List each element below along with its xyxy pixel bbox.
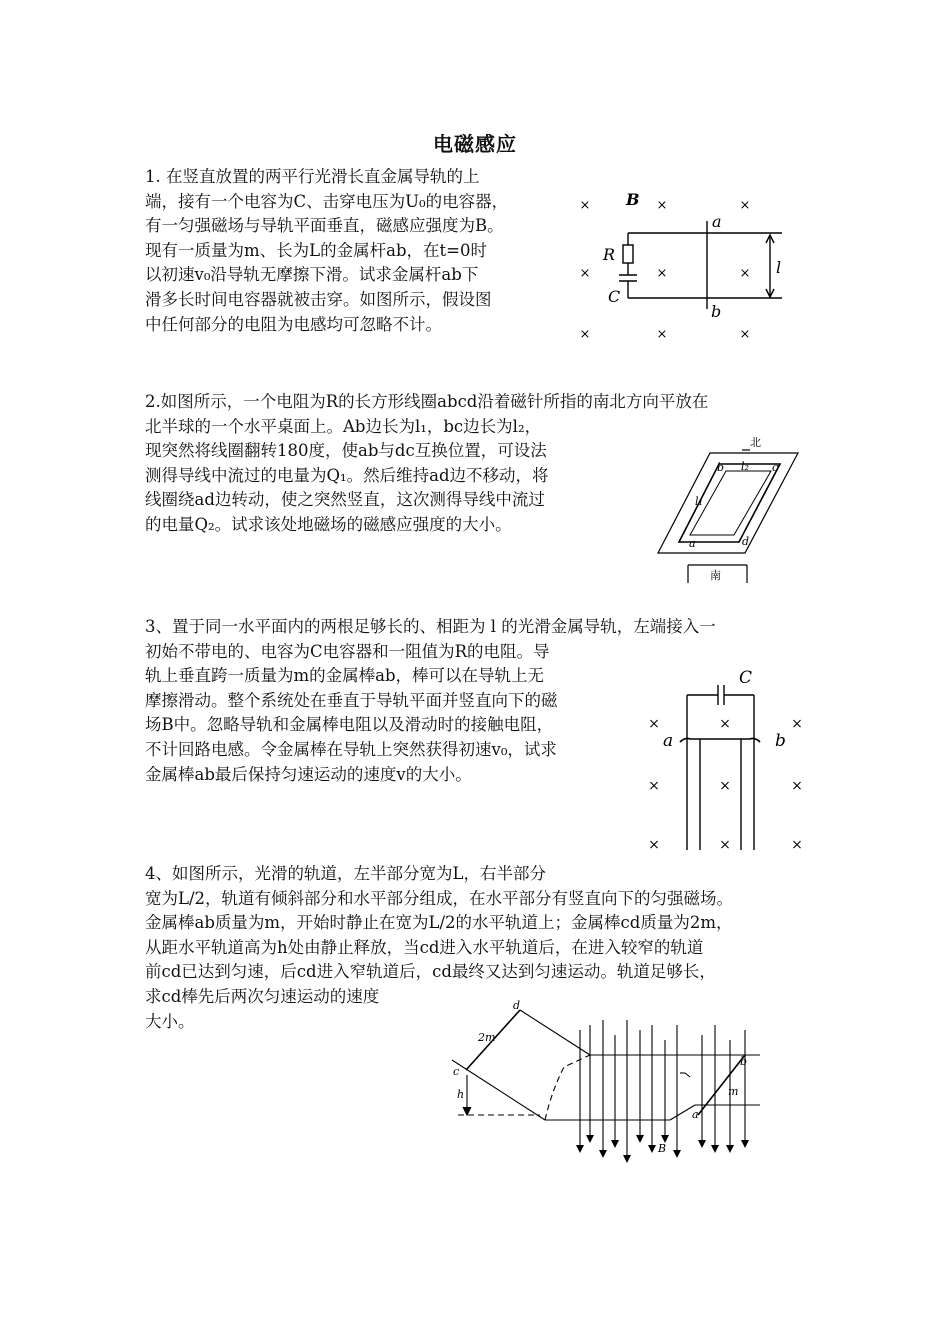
problem-3-line: 场B中。忽略导轨和金属棒电阻以及滑动时的接触电阻，: [145, 715, 554, 735]
field-cross: ×: [739, 327, 751, 342]
field-cross: ×: [739, 198, 751, 213]
field-cross: ×: [579, 266, 591, 281]
problem-4-line: 4、如图所示，光滑的轨道，左半部分宽为L，右半部分: [145, 864, 546, 883]
label-d: d: [742, 535, 750, 548]
label-R: R: [603, 245, 616, 264]
problem-3-line: 轨上垂直跨一质量为m的金属棒ab，棒可以在导轨上无: [145, 666, 545, 686]
field-cross: ×: [739, 266, 751, 281]
label-c: c: [772, 461, 779, 474]
field-cross: ×: [579, 198, 591, 213]
page-title: 电磁感应: [433, 132, 517, 156]
problem-4-line: 求cd棒先后两次匀速运动的速度: [145, 986, 380, 1006]
problem-2-line: 现突然将线圈翻转180度，使ab与dc互换位置，可设法: [145, 441, 547, 461]
figure-1-circuit: [570, 185, 795, 345]
label-a: a: [692, 1108, 699, 1121]
problem-2-line: 线圈绕ad边转动，使之突然竖直，这次测得导线中流过: [145, 490, 545, 510]
problem-2-text: [145, 390, 708, 538]
label-C: C: [739, 668, 753, 688]
problem-4-line: 大小。: [145, 1011, 195, 1031]
field-cross: ×: [791, 716, 803, 732]
problem-1-line: 滑多长时间电容器就被击穿。如图所示，假设图: [145, 289, 492, 309]
field-cross: ×: [656, 266, 668, 281]
problem-3-line: 初始不带电的、电容为C电容器和一阻值为R的电阻。导: [145, 641, 550, 661]
label-d: d: [513, 999, 521, 1012]
label-south: 南: [710, 569, 721, 582]
field-cross: ×: [791, 837, 803, 853]
label-l1: l₁: [695, 495, 703, 508]
problem-4-line: 宽为L/2，轨道有倾斜部分和水平部分组成，在水平部分有竖直向下的匀强磁场。: [145, 888, 734, 908]
label-north: 北: [750, 436, 761, 449]
field-cross: ×: [656, 198, 668, 213]
label-b: b: [717, 461, 725, 474]
field-cross: ×: [648, 716, 660, 732]
problem-1-line: 以初速v₀沿导轨无摩擦下滑。试求金属杆ab下: [145, 265, 479, 285]
problem-1-line: 中任何部分的电阻为电感均可忽略不计。: [145, 314, 442, 334]
field-cross: ×: [648, 778, 660, 794]
problem-4-line: 前cd已达到匀速，后cd进入窄轨道后，cd最终又达到匀速运动。轨道足够长，: [145, 962, 716, 982]
label-a: a: [663, 731, 674, 751]
field-cross: ×: [719, 778, 731, 794]
problem-1-text: [145, 165, 508, 337]
problem-2-line: 测得导线中流过的电量为Q₁。然后维持ad边不移动，将: [145, 465, 549, 485]
problem-2-line: 2.如图所示，一个电阻为R的长方形线圈abcd沿着磁针所指的南北方向平放在: [145, 392, 709, 411]
problem-4-line: 从距水平轨道高为h处由静止释放，当cd进入水平轨道后，在进入较窄的轨道: [145, 937, 704, 957]
label-b: b: [711, 302, 722, 321]
problem-2-line: 北半球的一个水平桌面上。Ab边长为l₁，bc边长为l₂，: [145, 416, 542, 436]
problem-3-line: 摩擦滑动。整个系统处在垂直于导轨平面并竖直向下的磁: [145, 690, 558, 710]
label-m: m: [728, 1085, 739, 1098]
label-a: a: [712, 212, 722, 231]
field-cross: ×: [719, 837, 731, 853]
field-cross: ×: [656, 327, 668, 342]
label-2m: 2m: [478, 1031, 496, 1044]
label-C: C: [608, 287, 621, 306]
field-cross: ×: [791, 778, 803, 794]
problem-3-line: 不计回路电感。令金属棒在导轨上突然获得初速v₀，试求: [145, 739, 557, 759]
label-b: b: [740, 1055, 748, 1068]
problem-1-line: 1. 在竖直放置的两平行光滑长直金属导轨的上: [145, 167, 480, 186]
problem-3-text: [145, 615, 716, 787]
label-b: b: [775, 731, 786, 751]
problem-1-line: 端，接有一个电容为C、击穿电压为U₀的电容器，: [145, 191, 509, 211]
label-a: a: [689, 537, 696, 550]
label-h: h: [457, 1088, 465, 1101]
field-cross: ×: [719, 716, 731, 732]
figure-3-rails: [640, 665, 820, 860]
label-l2: l₂: [741, 460, 749, 473]
field-cross: ×: [579, 327, 591, 342]
problem-1-line: 现有一质量为m、长为L的金属杆ab，在t=0时: [145, 240, 487, 260]
problem-3-line: 3、置于同一水平面内的两根足够长的、相距为 l 的光滑金属导轨，左端接入一: [145, 617, 716, 636]
field-cross: ×: [648, 837, 660, 853]
figure-4-track: [440, 995, 770, 1165]
label-l: l: [776, 258, 782, 277]
figure-2-coil: [650, 433, 810, 585]
label-B: B: [658, 1142, 667, 1155]
problem-4-line: 金属棒ab质量为m，开始时静止在宽为L/2的水平轨道上；金属棒cd质量为2m，: [145, 913, 733, 933]
label-c: c: [453, 1065, 460, 1078]
label-B: B: [626, 190, 640, 209]
problem-2-line: 的电量Q₂。试求该处地磁场的磁感应强度的大小。: [145, 514, 512, 534]
problem-1-line: 有一匀强磁场与导轨平面垂直，磁感应强度为B。: [145, 216, 504, 236]
problem-3-line: 金属棒ab最后保持匀速运动的速度v的大小。: [145, 764, 472, 784]
